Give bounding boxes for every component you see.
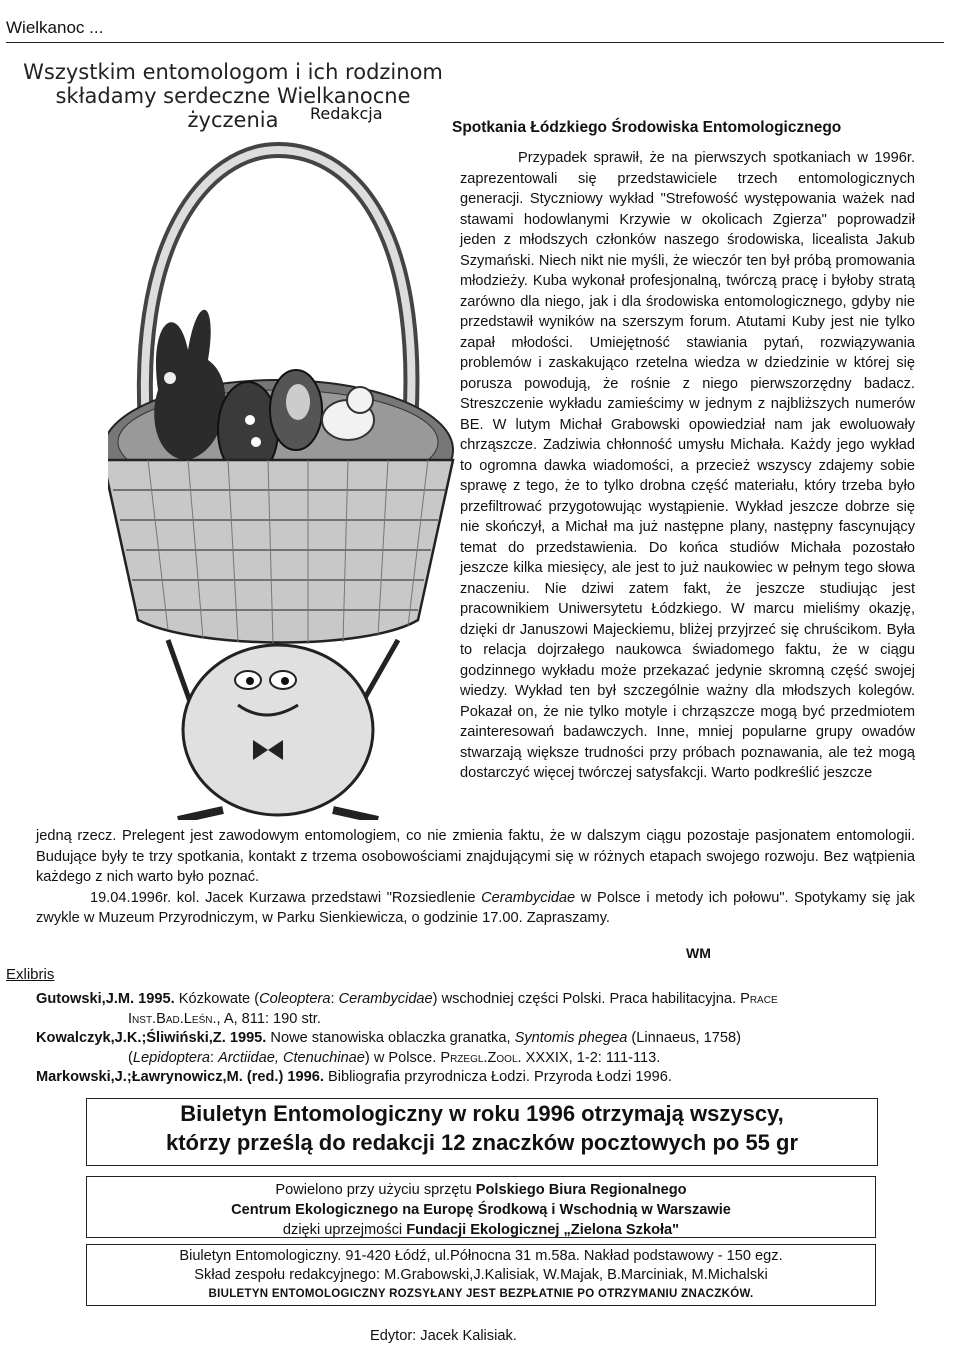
article-column [460,148,915,784]
bib-italic: Cerambycidae [338,991,433,1007]
greeting-line-1: Wszystkim entomologom i ich rodzinom [23,60,443,84]
bibliography [36,990,916,1088]
bib-text: (Linnaeus, 1758) [627,1030,741,1046]
bib-text: ( [128,1049,133,1066]
bib-authors: Markowski,J.;Ławrynowicz,M. (red.) 1996. [36,1069,324,1085]
credits-text: dzięki uprzejmości [282,1222,407,1238]
article-paragraph-1-continued: jedną rzecz. Prelegent jest zawodowym entomologiem, co nie zmienia faktu, że w dalszym ciągu pozostaje pasjonatem entomologii. Budujące były te trzy spotkania, kontakt z trzema osobowościami znajdującymi się w różnych etapach swojego rozwoju. Bez wątpienia każdego z nich warto było poznać. [36,828,915,885]
bib-text: Nowe stanowiska oblaczka granatka, [266,1030,515,1046]
bib-text: : [330,991,339,1007]
bib-text: Bibliografia przyrodnicza Łodzi. Przyroda Łodzi 1996. [323,1069,672,1085]
bib-italic: Lepidoptera [132,1049,210,1066]
article-paragraph-2 [36,888,915,929]
credits-line-3 [87,1220,875,1240]
author-initials: WM [686,945,711,961]
article-title: Spotkania Łódzkiego Środowiska Entomologicznego [452,119,842,136]
bib-italic: Coleoptera [259,991,331,1007]
bib-text: ) w Polsce. [364,1049,441,1066]
notice-line-2: którzy prześlą do redakcji 12 znaczków pocztowych po 55 gr [165,1130,799,1155]
credits-line-2 [87,1200,875,1220]
credits-box [86,1176,876,1238]
p2-text-after: w Polsce i metody ich połowu". Spotykamy się jak zwykle w Muzeum Przyrodniczym, w Parku Sienkiewicza, o godzinie 17.00. Zapraszamy. [36,889,915,926]
editor-credit: Edytor: Jacek Kalisiak. [370,1328,517,1344]
bib-italic: Syntomis phegea [514,1030,628,1046]
notice-line-1: Biuletyn Entomologiczny w roku 1996 otrzymają wszyscy, [180,1101,784,1126]
bib-entry [36,1068,916,1088]
bib-journal: Inst.Bad.Leśn. [128,1010,217,1027]
credits-text: Powielono przy użyciu sprzętu [275,1182,476,1198]
greeting-line-2: składamy serdeczne Wielkanocne życzenia [55,84,411,132]
bib-entry [36,990,916,1029]
greeting-signature: Redakcja [310,104,383,123]
bib-authors: Kowalczyk,J.K.;Śliwiński,Z. 1995. [36,1030,267,1046]
bib-text: Kózkowate ( [174,991,260,1007]
bib-authors: Gutowski,J.M. 1995. [36,991,175,1007]
bib-italic: Arctiidae, Ctenuchinae [218,1049,365,1066]
bib-continuation [36,1049,916,1069]
bib-continuation [36,1010,916,1030]
imprint-line-3: BIULETYN ENTOMOLOGICZNY ROZSYŁANY JEST BEZPŁATNIE PO OTRZYMANIU ZNACZKÓW. [208,1288,754,1300]
imprint-line-2: Skład zespołu redakcyjnego: M.Grabowski,J.Kalisiak, W.Majak, B.Marciniak, M.Michalski [194,1267,768,1283]
bib-journal: Prace [740,991,778,1007]
article-paragraph-1: Przypadek sprawił, że na pierwszych spotkaniach w 1996r. zaprezentowali się przedstawiciele trzech entomologicznych generacji. Styczniowy wykład "Strefowość występowania ważek nad stawami hodowlanymi Krzywie w okolicach Zgierza" poprowadził jeden z młodszych członków naszego środowiska, licealista Jakub Szymański. Niech nikt nie myśli, że wieczór ten był próbą promowania młodzieży. Kuba wykonał profesjonalną, twórczą pracę i byłoby stratą zarówno dla niego, jak i dla środowiska entomologicznego, gdyby nie przedstawił wyników na szerszym forum. Atutami Kuby jest nie tylko zapał młodości. Umiejętność stawiania pytań, rozwiązywania problemów i zaskakująco rzetelna wiedza w dziedzinie w której się porusza powodują, że rośnie z niego pierwszorzędny badacz. Streszczenie wykładu zamieścimy w jednym z najbliższych numerów BE. W lutym Michał Grabowski opowiedział nam jak ewoluowały chrząszcze. Zadziwia chłonność umysłu Michała. Każdy jego wykład to ogromna dawka wiadomości, a przecież wszyscy zdajemy sobie sprawę z tego, że to tylko drobna część materiału, który trzeba było przefiltrować przygotowując wystąpienie. Wykład jeszcze dobrze się nie skończył, a Michał ma już następne plany, następny fascynujący temat do przedstawienia. Do końca studiów Michała pozostało jeszcze kilka miesięcy, ale jest to już naukowiec w pełnym tego słowa znaczeniu. Nie dziwi zatem fakt, że jeszcze studiując jest pracownikiem Uniwersytetu Łódzkiego. W marcu mieliśmy okazję, dzięki dr Januszowi Majeckiemu, bliżej przyjrzeć się chruścikom. Była to relacja dojrzałego naukowca świadomego faktu, że w ciągu godzinnego wykładu może przekazać jedynie skromną część swojej wiedzy. Wykład ten był szczególnie ważny dla młodszych kolegów. Pokazał on, że nie tylko motyle i chrząszcze mogą być przedmiotem zainteresowań badawczych. Inne, mniej popularne grupy owadów stwarzają większe trudności przy próbach poznawania, ale też mogą dostarczyć więcej twórczej satysfakcji. Warto podkreślić jeszcze [460,150,915,781]
exlibris-heading: Exlibris [6,966,55,983]
bib-journal: Przegl.Zool. [440,1049,522,1066]
easter-basket-illustration [108,120,458,820]
article-continuation [36,826,915,929]
header-rule [6,42,944,43]
credits-org: Centrum Ekologicznego na Europę Środkową i Wschodnią w Warszawie [231,1202,731,1218]
bib-text: , A, 811: 190 str. [216,1010,321,1027]
bib-text: XXXIX, 1-2: 111-113. [521,1049,661,1066]
bib-entry [36,1029,916,1068]
imprint-line-1: Biuletyn Entomologiczny. 91-420 Łódź, ul.Północna 31 m.58a. Nakład podstawowy - 150 egz. [179,1248,783,1264]
bib-text: ) wschodniej części Polski. Praca habilitacyjna. [432,991,741,1007]
p2-text-before: 19.04.1996r. kol. Jacek Kurzawa przedstawi "Rozsiedlenie [90,889,482,906]
credits-org: Fundacji Ekologicznej „Zielona Szkoła" [406,1222,680,1238]
notice-box [86,1098,878,1166]
credits-line-1 [87,1180,875,1200]
imprint-box [86,1244,876,1306]
running-head: Wielkanoc ... [6,18,104,37]
bib-text: : [209,1049,219,1066]
p2-italic-taxon: Cerambycidae [481,889,576,906]
credits-org: Polskiego Biura Regionalnego [475,1182,687,1198]
